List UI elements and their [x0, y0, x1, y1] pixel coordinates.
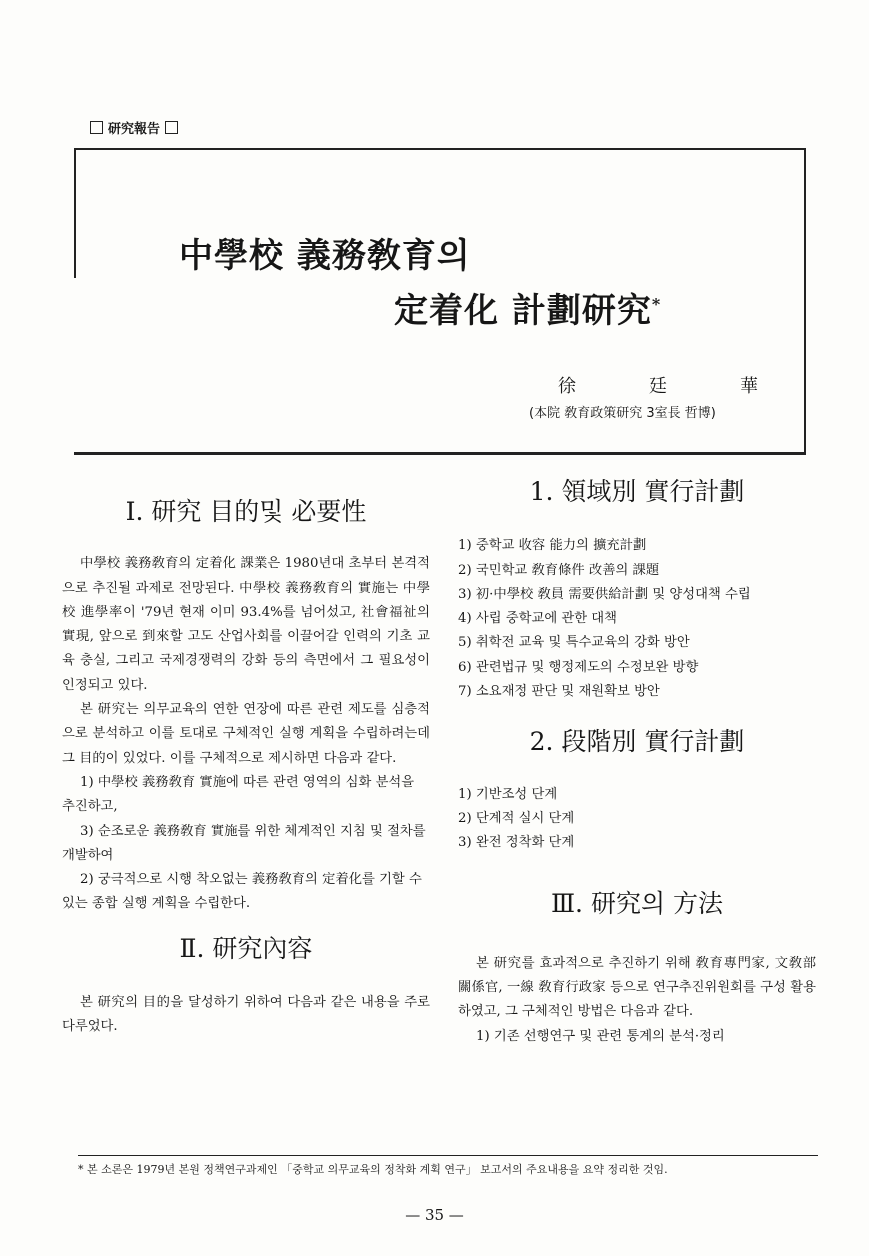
title-line-1: 中學校 義務敎育의 — [179, 236, 471, 276]
list-item: 1) 중학교 收容 能力의 擴充計劃 — [458, 538, 647, 554]
list-item: 5) 취학전 교육 및 특수교육의 강화 방안 — [458, 635, 690, 651]
list-item: 2) 국민학교 敎育條件 改善의 課題 — [458, 562, 660, 578]
section-label-text: 研究報告 — [108, 122, 161, 137]
list-item: 3) 완전 정착화 단계 — [458, 835, 575, 851]
right-column — [458, 477, 816, 1049]
section-2-heading: Ⅱ. 研究內容 — [179, 933, 313, 963]
square-icon — [90, 121, 103, 134]
list-item: 1) 中學校 義務敎育 實施에 따른 관련 영역의 심화 분석을 추진하고, — [62, 774, 415, 815]
author-name: 徐 廷 華 — [558, 376, 758, 397]
list-item: 2) 궁극적으로 시행 착오없는 義務敎育의 定着化를 기할 수 있는 종합 실행 계획을 수립한다. — [62, 872, 422, 912]
list-item: 1) 기존 선행연구 및 관련 통계의 분석·정리 — [476, 1028, 725, 1044]
subsection-2-heading: 2. 段階別 實行計劃 — [529, 727, 745, 757]
paragraph: 본 研究의 目的을 달성하기 위하여 다음과 같은 내용을 주로 다루었다. — [62, 995, 430, 1035]
page-number: — 35 — — [405, 1206, 464, 1224]
section-label — [90, 118, 178, 137]
left-column — [62, 497, 430, 1040]
section-3-heading: Ⅲ. 研究의 方法 — [550, 888, 724, 918]
paragraph: 본 研究를 효과적으로 추진하기 위해 敎育專門家, 文敎部 關係官, 一線 敎育行政家 등으로 연구추진위원회를 구성 활용하였고, 그 구체적인 방법은 다음과 같다. — [458, 955, 816, 1020]
footnote: * 본 소론은 1979년 본원 정책연구과제인 「중학교 의무교육의 정착화 계획 연구」 보고서의 주요내용을 요약 정리한 것임. — [78, 1155, 818, 1178]
paragraph: 中學校 義務敎育의 定着化 課業은 1980년대 초부터 본격적으로 추진될 과제로 전망된다. 中學校 義務敎育의 實施는 中學校 進學率이 '79년 현재 이미 93.4%를 넘어섰고, 社會福祉의 實現, 앞으로 到來할 고도 산업사회를 이끌어갈 인력의 기초 교육 충실, 그리고 국제경쟁력의 강화 등의 측면에서 그 필요성이 인정되고 있다. — [62, 556, 430, 693]
title-footnote-mark: * — [651, 294, 662, 314]
section-1-heading: Ⅰ. 研究 目的및 必要性 — [125, 497, 367, 526]
list-item: 3) 순조로운 義務敎育 實施를 위한 체계적인 지침 및 절차를 개발하여 — [62, 823, 426, 863]
title-line-2: 定着化 計劃研究* — [394, 291, 662, 331]
list-item: 6) 관련법규 및 행정제도의 수정보완 방향 — [458, 659, 699, 675]
list-item: 2) 단계적 실시 단계 — [458, 810, 575, 826]
paragraph: 본 研究는 의무교육의 연한 연장에 따른 관련 제도를 심층적으로 분석하고 이를 토대로 구체적인 실행 계획을 수립하려는데 그 目的이 있었다. 이를 구체적으로 제시하면 다음과 같다. — [62, 702, 430, 766]
stage-plan-list — [458, 783, 816, 856]
square-icon — [165, 121, 178, 134]
list-item: 3) 初·中學校 敎員 需要供給計劃 및 양성대책 수립 — [458, 586, 751, 602]
list-item: 4) 사립 중학교에 관한 대책 — [458, 611, 618, 627]
list-item: 7) 소요재정 판단 및 재원확보 방안 — [458, 684, 660, 700]
list-item: 1) 기반조성 단계 — [458, 786, 558, 802]
title-box — [74, 148, 806, 455]
author-affiliation: (本院 敎育政策研究 3室長 哲博) — [529, 406, 716, 421]
area-plan-list — [458, 534, 816, 704]
subsection-1-heading: 1. 領域別 實行計劃 — [529, 477, 745, 506]
objective-list — [62, 771, 430, 917]
